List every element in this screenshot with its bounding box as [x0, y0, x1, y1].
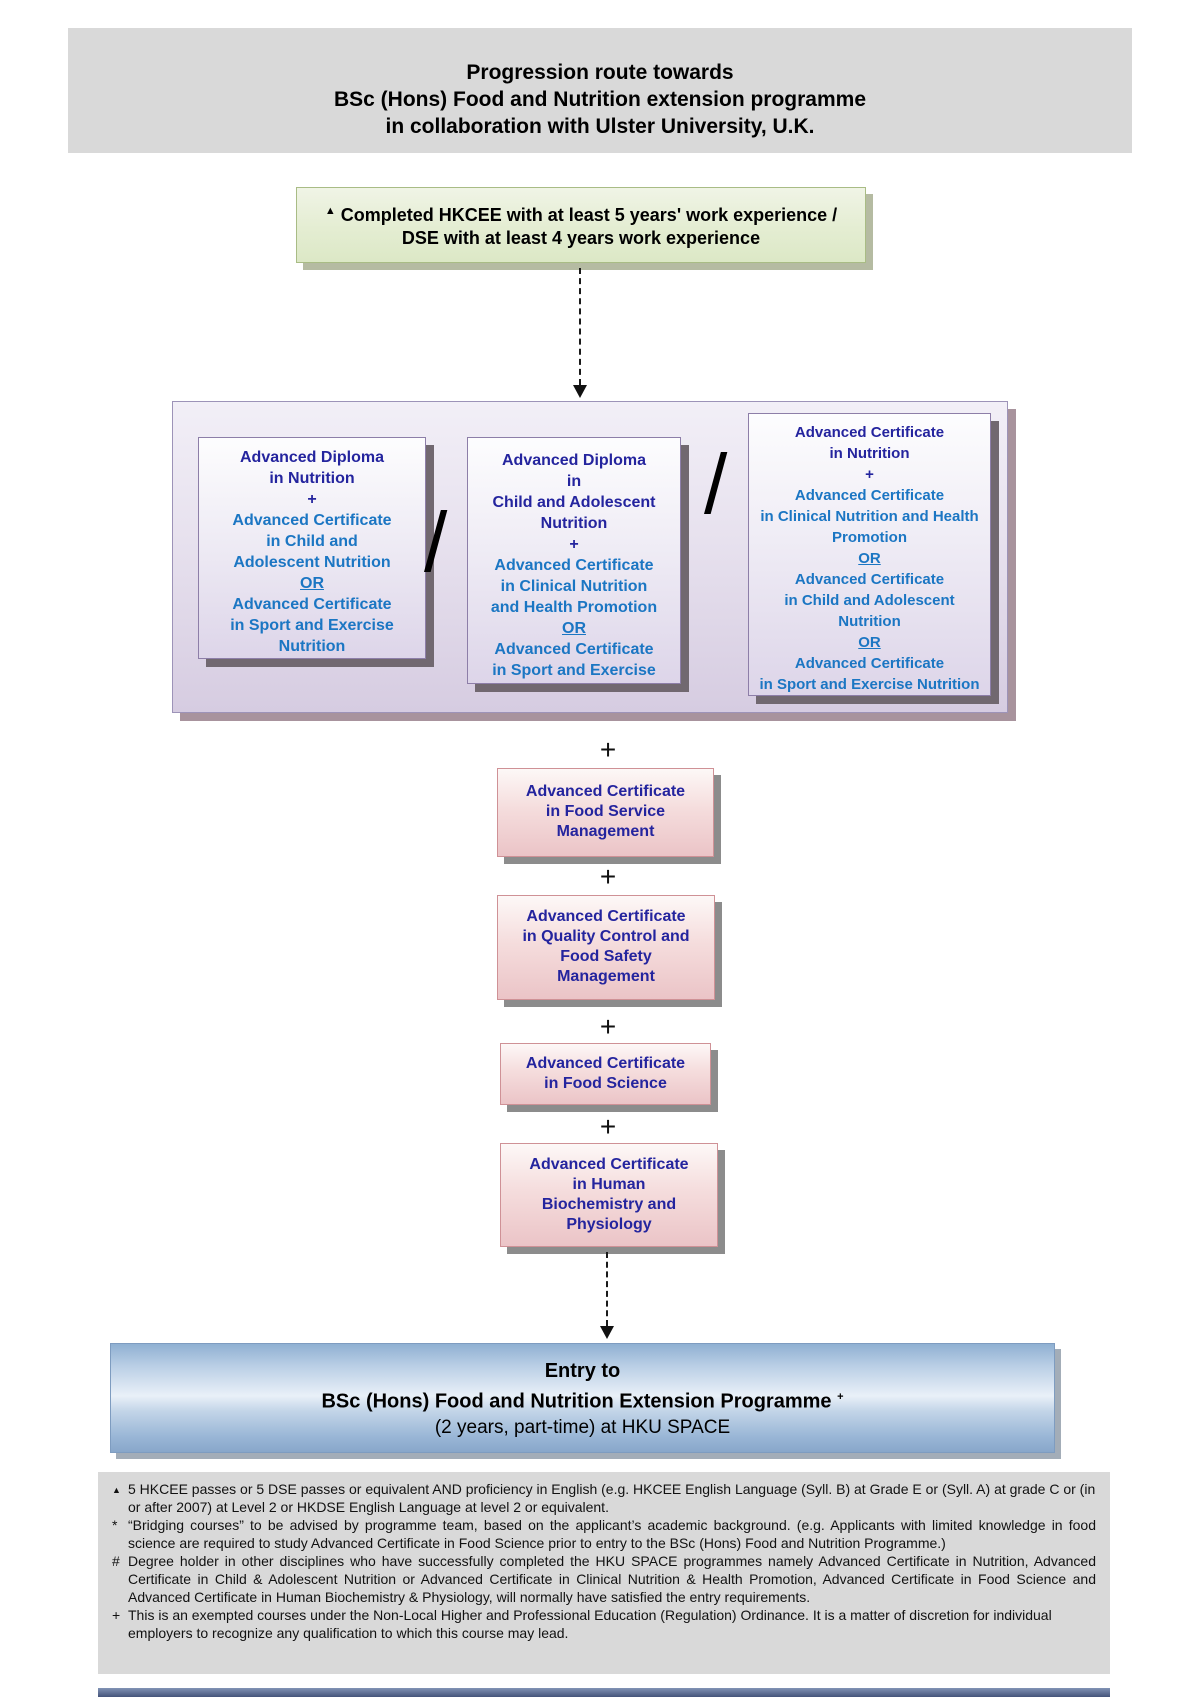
cert-box-food-service-management	[497, 768, 714, 857]
footnote	[112, 1606, 1096, 1642]
box-line: Advanced Certificate	[794, 487, 945, 504]
box-line: in Clinical Nutrition	[500, 578, 648, 595]
box-line: +	[865, 466, 874, 483]
box-line: Nutrition	[540, 515, 608, 532]
box-line: Advanced Diploma	[501, 452, 647, 469]
box-line: Management	[556, 823, 655, 840]
box-line: Advanced Certificate	[494, 641, 654, 658]
box-line: Nutrition	[838, 613, 901, 630]
box-line: Food Safety	[560, 948, 652, 965]
footnote-marker: ▲	[112, 1485, 121, 1495]
cert-box-human-biochemistry	[500, 1143, 718, 1247]
box-line: Advanced Certificate	[232, 596, 392, 613]
arrow-down-icon	[600, 1326, 614, 1339]
cert-box-food-science	[500, 1043, 711, 1105]
box-line: in Sport and Exercise Nutrition	[759, 676, 980, 693]
cert-box-quality-control	[497, 895, 715, 1000]
box-line: in Child and	[266, 533, 358, 550]
box-line: in Sport and Exercise	[492, 662, 656, 679]
footnote-text: “Bridging courses” to be advised by programme team, based on the applicant’s academic background. (e.g. Applicants with limited knowledge in food science are required to study Advanced Certificate in Food Science prior to entry to the BSc (Hons) Food and Nutrition Programme.)	[128, 1517, 1096, 1551]
footnote-marker: *	[112, 1517, 118, 1533]
box-line: in Sport and Exercise	[230, 617, 394, 634]
footnote-text: This is an exempted courses under the Non-Local Higher and Professional Education (Regulation) Ordinance. It is a matter of discretion for individual employers to recognize any qualification to which this course may lead.	[128, 1607, 1052, 1641]
footnote-text: 5 HKCEE passes or 5 DSE passes or equivalent AND proficiency in English (e.g. HKCEE English Language (Syll. B) at Grade E or (Syll. A) at grade C or (in or after 2007) at Level 2 or HKDSE English Language at level 2 or equivalent.	[128, 1481, 1096, 1515]
box-line: Advanced Diploma	[239, 449, 385, 466]
box-line: Management	[557, 968, 655, 985]
box-line: Advanced Certificate	[526, 908, 686, 925]
box-line: Promotion	[832, 529, 907, 546]
box-line: OR	[858, 550, 881, 567]
box-line: in	[566, 473, 582, 490]
plus-separator: +	[599, 1111, 617, 1142]
footnote-marker: +	[112, 1607, 121, 1623]
slash-separator: /	[424, 495, 448, 589]
box-line: +	[569, 536, 579, 553]
box-line: in Food Service	[545, 803, 666, 820]
triangle-footnote-marker: ▲	[324, 205, 336, 217]
qualification-line-1: ▲ Completed HKCEE with at least 5 years' work experience /	[324, 205, 838, 225]
plus-separator: +	[599, 861, 617, 892]
qualification-line-2: DSE with at least 4 years work experience	[401, 228, 761, 248]
entry-line-3: (2 years, part-time) at HKU SPACE	[434, 1416, 731, 1438]
programme-entry-box	[110, 1343, 1055, 1453]
footnote-marker: #	[112, 1553, 120, 1569]
plus-separator: +	[599, 1011, 617, 1042]
title-line-2: BSc (Hons) Food and Nutrition extension programme	[333, 88, 867, 111]
box-line: Nutrition	[278, 638, 346, 655]
box-line: and Health Promotion	[490, 599, 658, 616]
entry-qualification-box	[296, 187, 866, 263]
box-line: Advanced Certificate	[494, 557, 654, 574]
box-line: in Nutrition	[829, 445, 910, 462]
entry-line-2: BSc (Hons) Food and Nutrition Extension Programme +	[321, 1390, 844, 1413]
box-line: +	[307, 491, 317, 508]
option-box-child-adolescent-diploma	[467, 437, 681, 684]
box-line: in Clinical Nutrition and Health	[760, 508, 979, 525]
box-line: in Human	[572, 1176, 646, 1193]
box-line: Advanced Certificate	[525, 1055, 686, 1072]
box-line: OR	[300, 575, 324, 592]
box-line: in Quality Control and	[522, 928, 690, 945]
title-line-3: in collaboration with Ulster University, U.K.	[385, 115, 815, 138]
dashed-arrow-line	[606, 1252, 608, 1326]
box-line: Advanced Certificate	[794, 571, 945, 588]
box-line: Advanced Certificate	[794, 424, 945, 441]
box-line: OR	[858, 634, 881, 651]
dashed-arrow-line	[579, 268, 581, 385]
box-line: Physiology	[566, 1216, 652, 1233]
footnote-text: Degree holder in other disciplines who have successfully completed the HKU SPACE programmes namely Advanced Certificate in Nutrition, Advanced Certificate in Child & Adolescent Nutrition or Advanced Certificate in Clinical Nutrition & Health Promotion, Advanced Certificate in Food Science and Advanced Certificate in Human Biochemistry & Physiology, will normally have satisfied the entry requirements.	[128, 1553, 1096, 1605]
box-line: Biochemistry and	[541, 1196, 677, 1213]
slash-separator: /	[704, 437, 728, 531]
box-line: Child and Adolescent	[492, 494, 656, 511]
plus-footnote-marker: +	[837, 1391, 844, 1403]
box-line: in Nutrition	[269, 470, 355, 487]
box-line: Adolescent Nutrition	[233, 554, 391, 571]
box-line: Advanced Certificate	[794, 655, 945, 672]
footnote	[112, 1480, 1096, 1516]
entry-line-1: Entry to	[544, 1360, 621, 1382]
option-box-nutrition-certificate	[748, 413, 991, 696]
option-box-nutrition-diploma	[198, 437, 426, 659]
plus-separator: +	[599, 734, 617, 765]
box-line: OR	[562, 620, 586, 637]
box-line: in Child and Adolescent	[784, 592, 955, 609]
box-line: in Food Science	[544, 1075, 667, 1092]
footnote	[112, 1552, 1096, 1606]
arrow-down-icon	[573, 385, 587, 398]
box-line: Advanced Certificate	[232, 512, 392, 529]
box-line: Advanced Certificate	[525, 783, 686, 800]
title-banner	[68, 28, 1132, 153]
title-line-1: Progression route towards	[466, 61, 734, 84]
footnotes-panel	[98, 1472, 1110, 1674]
box-line: Advanced Certificate	[529, 1156, 689, 1173]
footnote	[112, 1516, 1096, 1552]
footer-bar	[98, 1688, 1110, 1697]
